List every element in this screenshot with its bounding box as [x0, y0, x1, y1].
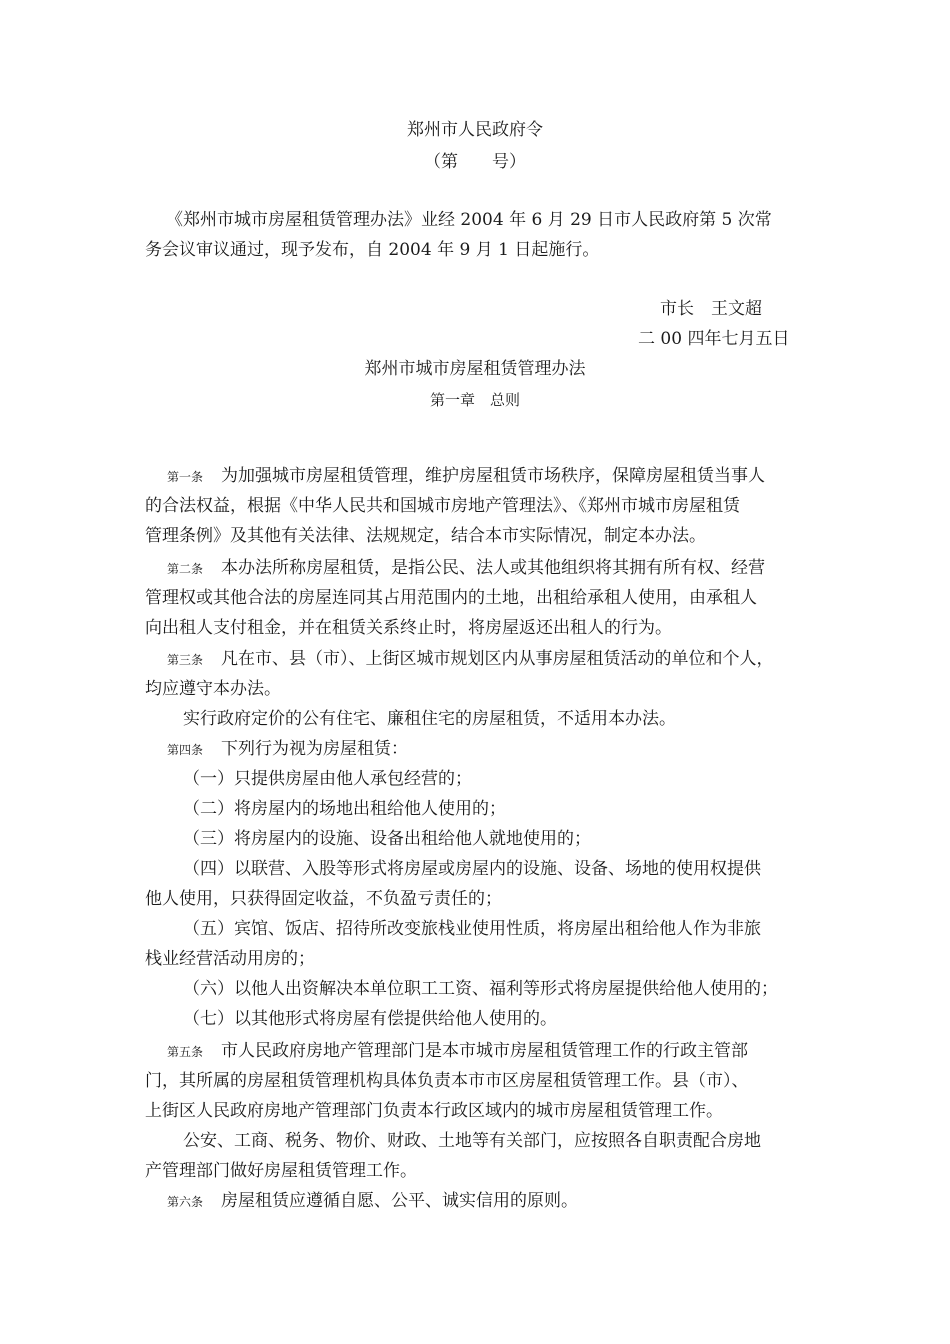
article-3-line-1	[167, 647, 774, 672]
article-text: 下列行为视为房屋租赁：	[221, 739, 409, 759]
article-4-item-5-line-2: 栈业经营活动用房的；	[145, 949, 315, 969]
article-4-item-4-line-1: （四）以联营、入股等形式将房屋或房屋内的设施、设备、场地的使用权提供	[183, 859, 761, 879]
article-4-item-1: （一）只提供房屋由他人承包经营的；	[183, 769, 472, 789]
article-2-line-2: 管理权或其他合法的房屋连同其占用范围内的土地，出租给承租人使用，由承租人	[145, 588, 757, 608]
article-2-line-3: 向出租人支付租金，并在租赁关系终止时，将房屋返还出租人的行为。	[145, 618, 672, 638]
article-text: 本办法所称房屋租赁，是指公民、法人或其他组织将其拥有所有权、经营	[221, 558, 766, 578]
article-4-item-3: （三）将房屋内的设施、设备出租给他人就地使用的；	[183, 829, 591, 849]
article-text: 为加强城市房屋租赁管理，维护房屋租赁市场秩序，保障房屋租赁当事人	[221, 466, 766, 486]
article-4-item-4-line-2: 他人使用，只获得固定收益，不负盈亏责任的；	[145, 889, 502, 909]
chapter-heading: 第一章 总则	[429, 391, 520, 409]
article-3-line-2: 均应遵守本办法。	[145, 679, 281, 699]
signature-date: 二 00 四年七月五日	[638, 329, 790, 349]
article-text: 房屋租赁应遵循自愿、公平、诚实信用的原则。	[221, 1191, 579, 1211]
article-5-paragraph-2-line-1: 公安、工商、税务、物价、财政、土地等有关部门，应按照各自职责配合房地	[183, 1131, 761, 1151]
article-label: 第三条	[167, 653, 204, 667]
article-label: 第六条	[167, 1195, 204, 1209]
article-1-line-3: 管理条例》及其他有关法律、法规规定，结合本市实际情况，制定本办法。	[145, 526, 706, 546]
article-1-line-2: 的合法权益，根据《中华人民共和国城市房地产管理法》、《郑州市城市房屋租赁	[145, 496, 740, 516]
article-1-line-1	[167, 464, 765, 489]
article-2-line-1	[167, 556, 765, 581]
article-4-item-6: （六）以他人出资解决本单位职工工资、福利等形式将房屋提供给他人使用的；	[183, 979, 778, 999]
article-label: 第二条	[167, 562, 204, 576]
article-4-item-5-line-1: （五）宾馆、饭店、招待所改变旅栈业使用性质，将房屋出租给他人作为非旅	[183, 919, 761, 939]
article-5-line-2: 门，其所属的房屋租赁管理机构具体负责本市市区房屋租赁管理工作。县（市）、	[145, 1071, 749, 1091]
preamble-line-1: 《郑州市城市房屋租赁管理办法》业经 2004 年 6 月 29 日市人民政府第 5 次常	[166, 210, 772, 230]
article-3-paragraph-2: 实行政府定价的公有住宅、廉租住宅的房屋租赁，不适用本办法。	[183, 709, 676, 729]
article-5-line-1	[167, 1039, 748, 1064]
mayor-signature: 市长 王文超	[660, 299, 762, 319]
article-label: 第四条	[167, 743, 204, 757]
article-4-item-7: （七）以其他形式将房屋有偿提供给他人使用的。	[183, 1009, 557, 1029]
article-label: 第一条	[167, 470, 204, 484]
article-text: 凡在市、县（市）、上街区城市规划区内从事房屋租赁活动的单位和个人，	[221, 649, 774, 669]
article-4-item-2: （二）将房屋内的场地出租给他人使用的；	[183, 799, 506, 819]
article-text: 市人民政府房地产管理部门是本市城市房屋租赁管理工作的行政主管部	[221, 1041, 749, 1061]
article-5-line-3: 上街区人民政府房地产管理部门负责本行政区域内的城市房屋租赁管理工作。	[145, 1101, 723, 1121]
article-4-line-1	[167, 737, 408, 762]
article-label: 第五条	[167, 1045, 204, 1059]
article-5-paragraph-2-line-2: 产管理部门做好房屋租赁管理工作。	[145, 1161, 417, 1181]
decree-title: 郑州市人民政府令	[407, 120, 543, 140]
article-6-line-1	[167, 1189, 578, 1214]
preamble-line-2: 务会议审议通过，现予发布，自 2004 年 9 月 1 日起施行。	[145, 240, 600, 260]
regulation-title: 郑州市城市房屋租赁管理办法	[364, 359, 586, 379]
decree-number: （第 号）	[424, 152, 526, 172]
